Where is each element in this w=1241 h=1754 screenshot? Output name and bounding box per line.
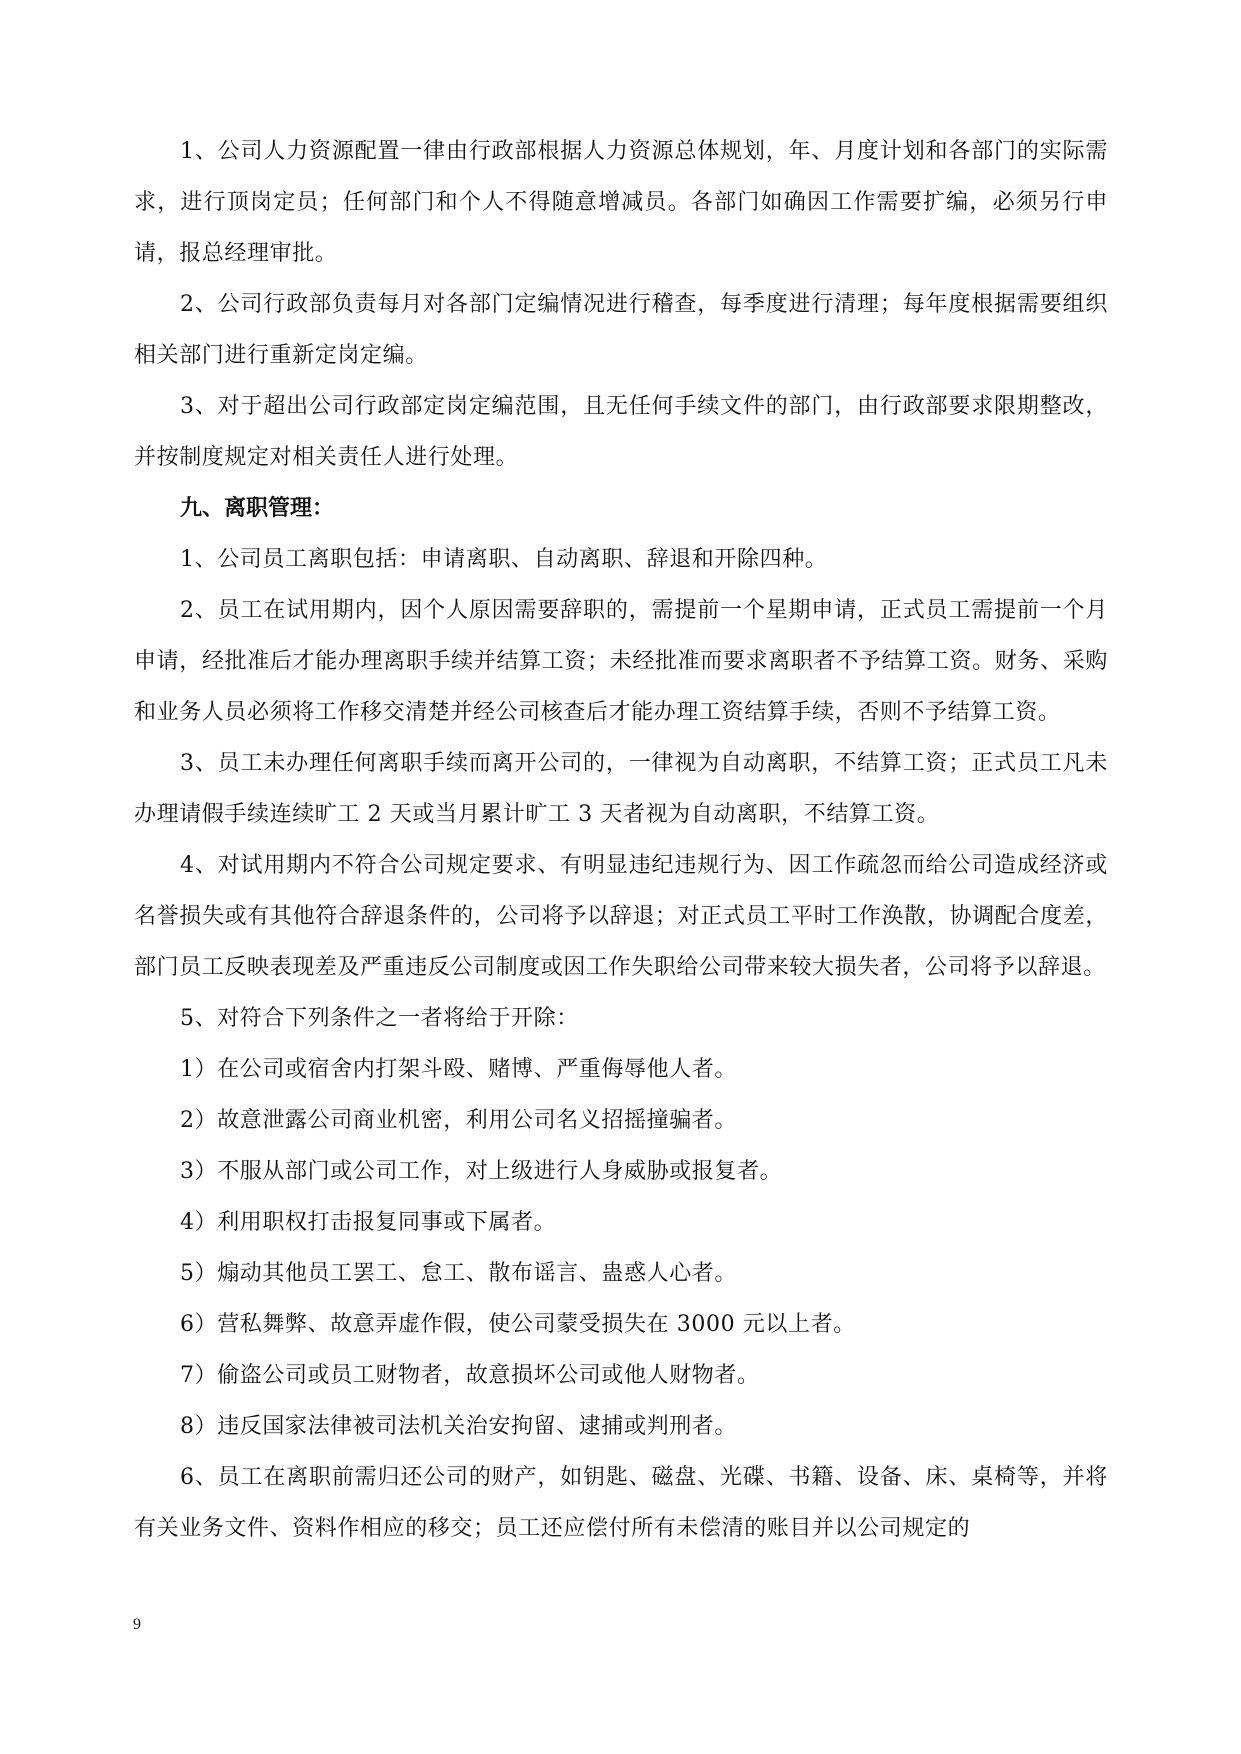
paragraph-resignation-types: 1、公司员工离职包括：申请离职、自动离职、辞退和开除四种。 — [180, 547, 828, 572]
paragraph-staffing-rectification: 3、对于超出公司行政部定岗定编范围，且无任何手续文件的部门，由行政部要求限期整改，并按制度规定对相关责任人进行处理。 — [134, 394, 1108, 470]
list-item: 2）故意泄露公司商业机密，利用公司名义招摇撞骗者。 — [180, 1108, 737, 1133]
paragraph-staffing-inspection: 2、公司行政部负责每月对各部门定编情况进行稽查，每季度进行清理；每年度根据需要组织相关部门进行重新定岗定编。 — [134, 292, 1108, 368]
list-item: 7）偷盗公司或员工财物者，故意损坏公司或他人财物者。 — [180, 1363, 760, 1388]
paragraph-property-return: 6、员工在离职前需归还公司的财产，如钥匙、磁盘、光碟、书籍、设备、床、桌椅等，并将有关业务文件、资料作相应的移交；员工还应偿付所有未偿清的账目并以公司规定的 — [134, 1465, 1108, 1541]
paragraph-expulsion-conditions: 5、对符合下列条件之一者将给于开除： — [180, 1006, 579, 1031]
list-item: 5）煽动其他员工罢工、怠工、散布谣言、蛊惑人心者。 — [180, 1261, 737, 1286]
paragraph-resignation-notice: 2、员工在试用期内，因个人原因需要辞职的，需提前一个星期申请，正式员工需提前一个月申请，经批准后才能办理离职手续并结算工资；未经批准而要求离职者不予结算工资。财务、采购和业务人员必须将工作移交清楚并经公司核查后才能办理工资结算手续，否则不予结算工资。 — [134, 598, 1108, 725]
paragraph-dismissal: 4、对试用期内不符合公司规定要求、有明显违纪违规行为、因工作疏忽而给公司造成经济或名誉损失或有其他符合辞退条件的，公司将予以辞退；对正式员工平时工作涣散，协调配合度差，部门员工反映表现差及严重违反公司制度或因工作失职给公司带来较大损失者，公司将予以辞退。 — [134, 853, 1108, 980]
list-item: 1）在公司或宿舍内打架斗殴、赌博、严重侮辱他人者。 — [180, 1057, 737, 1082]
paragraph-automatic-resignation: 3、员工未办理任何离职手续而离开公司的，一律视为自动离职，不结算工资；正式员工凡未办理请假手续连续旷工 2 天或当月累计旷工 3 天者视为自动离职，不结算工资。 — [134, 751, 1108, 827]
page-number: 9 — [133, 1616, 141, 1633]
section-heading-resignation: 九、离职管理： — [180, 495, 335, 521]
document-body — [134, 126, 1108, 1554]
list-item: 6）营私舞弊、故意弄虚作假，使公司蒙受损失在 3000 元以上者。 — [180, 1312, 856, 1337]
paragraph-staffing-allocation: 1、公司人力资源配置一律由行政部根据人力资源总体规划，年、月度计划和各部门的实际需求，进行顶岗定员；任何部门和个人不得随意增减员。各部门如确因工作需要扩编，必须另行申请，报总经理审批。 — [134, 139, 1108, 266]
list-item: 8）违反国家法律被司法机关治安拘留、逮捕或判刑者。 — [180, 1414, 737, 1439]
list-item: 3）不服从部门或公司工作，对上级进行人身威胁或报复者。 — [180, 1159, 783, 1184]
list-item: 4）利用职权打击报复同事或下属者。 — [180, 1210, 557, 1235]
